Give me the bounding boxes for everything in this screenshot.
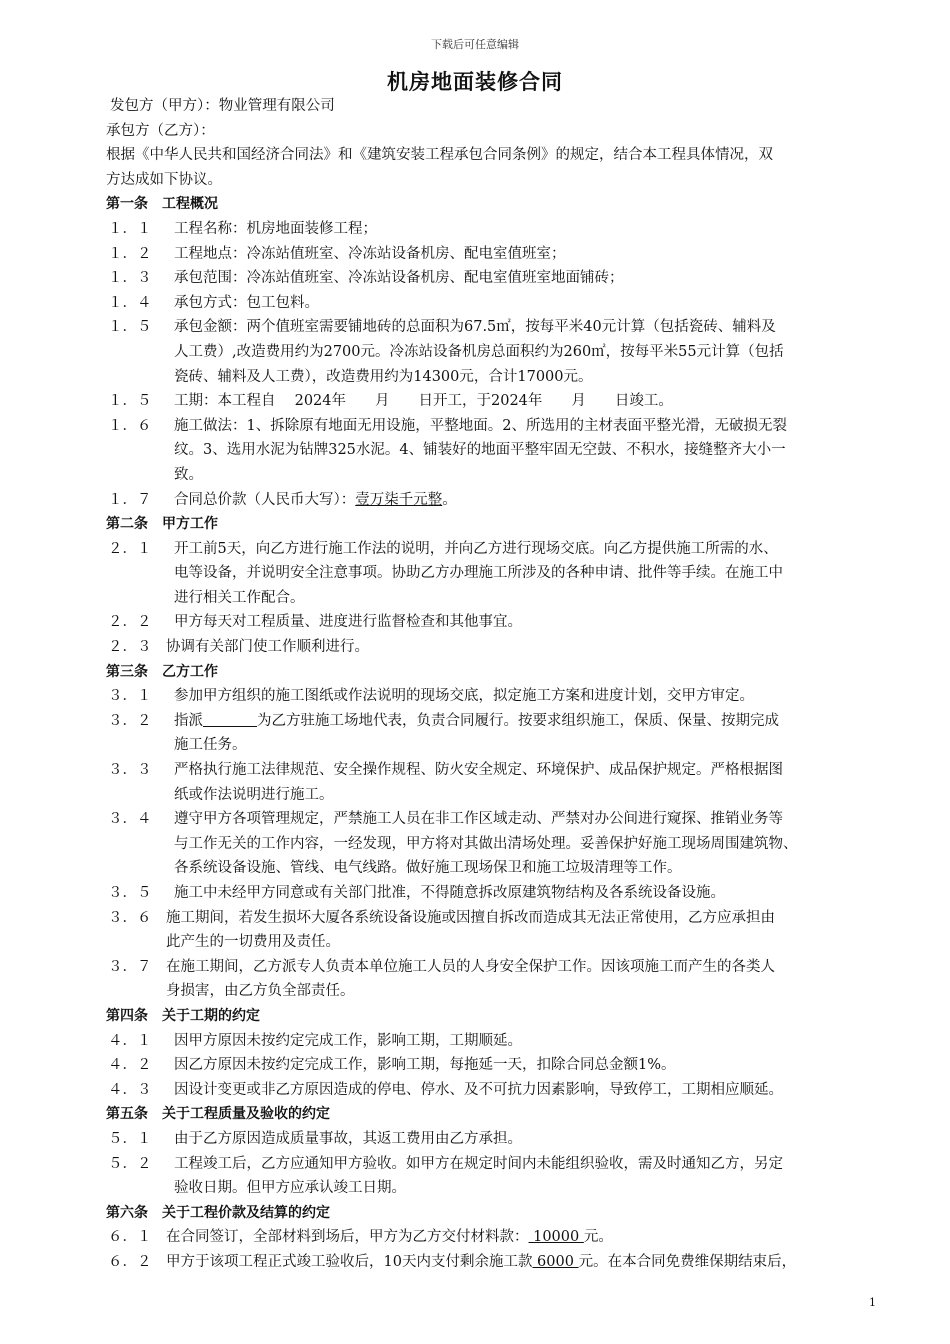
- clause-text-line: 人工费）,改造费用约为2700元。冷冻站设备机房总面积约为260㎡，按每平米55元计算（包括: [174, 343, 784, 360]
- clause-text: [174, 1078, 890, 1103]
- section-heading: 第五条 关于工程质量及验收的约定: [106, 1106, 330, 1123]
- clause-number: ４．２: [108, 1057, 152, 1074]
- clause-item: [106, 1152, 890, 1201]
- clause-text-line: 因甲方原因未按约定完成工作，影响工期，工期顺延。: [174, 1032, 522, 1049]
- clause-text-line: 因设计变更或非乙方原因造成的停电、停水、及不可抗力因素影响，导致停工，工期相应顺延。: [174, 1081, 783, 1098]
- clause-list: [106, 217, 890, 488]
- section-heading: 第四条 关于工期的约定: [106, 1007, 260, 1024]
- clause-text-line: 瓷砖、辅料及人工费），改造费用约为14300元，合计17000元。: [174, 368, 593, 385]
- clause-text-line: 致。: [174, 466, 203, 483]
- clause-number: ２．３: [108, 639, 152, 656]
- clause-text-line: 进行相关工作配合。: [174, 589, 305, 606]
- clause-item: [106, 1029, 890, 1054]
- clause-number: １．４: [108, 294, 152, 311]
- clause-number: １．２: [108, 245, 152, 262]
- clause-number: ６．２: [108, 1253, 152, 1270]
- contract-title: 机房地面装修合同: [387, 69, 563, 94]
- party-b-line: 承包方（乙方）：: [106, 122, 215, 139]
- clause-text-line: 身损害，由乙方负全部责任。: [166, 983, 355, 1000]
- clause-item: [106, 266, 890, 291]
- clause-text-line: 开工前5天，向乙方进行施工作法的说明，并向乙方进行现场交底。向乙方提供施工所需的水、: [174, 540, 778, 557]
- clause-text-line: 与工作无关的工作内容，一经发现，甲方将对其做出清场处理。妥善保护好施工现场周围建筑物、: [174, 835, 798, 852]
- clause-item: [106, 389, 890, 414]
- clause-item: [106, 1225, 890, 1250]
- page-number: 1: [869, 1296, 876, 1309]
- clause-text-line: 施工期间，若发生损坏大厦各系统设备设施或因擅自拆改而造成其无法正常使用，乙方应承担由: [166, 909, 775, 926]
- clause-number: ５．２: [108, 1155, 152, 1172]
- clause-text-line: 纸或作法说明进行施工。: [174, 786, 334, 803]
- clause-item: [106, 881, 890, 906]
- header-note: 下载后可任意编辑: [431, 38, 519, 51]
- clause-item: [106, 635, 890, 660]
- clause-list: [106, 1127, 890, 1201]
- clause-text-line: 遵守甲方各项管理规定，严禁施工人员在非工作区域走动、严禁对办公间进行窥探、推销业务等: [174, 811, 783, 828]
- clause-item: [106, 291, 890, 316]
- representative-blank: [203, 711, 257, 727]
- section-heading: 第一条 工程概况: [106, 196, 218, 213]
- clause-text: [166, 906, 890, 955]
- clause-number: １．５: [108, 393, 152, 410]
- clause-text-line: 严格执行施工法律规范、安全操作规程、防火安全规定、环境保护、成品保护规定。严格根据图: [174, 762, 783, 779]
- clause-text: 参加甲方组织的施工图纸或作法说明的现场交底，拟定施工方案和进度计划，交甲方审定。: [174, 688, 754, 705]
- clause-text-line: 工程名称：机房地面装修工程；: [174, 220, 377, 237]
- clause-text: 在合同签订，全部材料到场后，甲方为乙方交付材料款： 10000 元。: [166, 1229, 613, 1246]
- clause-text-line: 施工中未经甲方同意或有关部门批准，不得随意拆改原建筑物结构及各系统设备设施。: [174, 885, 725, 901]
- total-amount: 壹万柒千元整: [355, 491, 443, 508]
- clause-text: [174, 537, 890, 611]
- intro-line: 根据《中华人民共和国经济合同法》和《建筑安装工程承包合同条例》的规定，结合本工程具体情况，双: [106, 147, 773, 164]
- clause-item: [106, 537, 890, 611]
- clause-number: ２．２: [108, 614, 152, 631]
- clause-number: １．６: [108, 417, 152, 434]
- clause-text: 合同总价款（人民币大写）：壹万柒千元整。: [174, 491, 457, 508]
- clause-text: [174, 881, 890, 906]
- clause-number: ２．１: [108, 540, 152, 557]
- clause-text-line: 在施工期间，乙方派专人负责本单位施工人员的人身安全保护工作。因该项施工而产生的各类人: [166, 958, 775, 975]
- clause-text: [174, 1053, 890, 1078]
- clause-item: [106, 610, 890, 635]
- clause-number: １．３: [108, 270, 152, 287]
- clause-text: 指派 为乙方驻施工场地代表，负责合同履行。按要求组织施工，保质、保量、按期完成 施工任务。: [174, 712, 779, 754]
- clause-text-line: 纹。3、选用水泥为钻牌325水泥。4、铺装好的地面平整牢固无空鼓、不积水，接缝整齐大小一: [174, 442, 786, 459]
- clause-text: [174, 1152, 890, 1201]
- intro-line: 方达成如下协议。: [106, 171, 222, 188]
- clause-text-line: 验收日期。但甲方应承认竣工日期。: [174, 1180, 406, 1197]
- clause-list: [106, 758, 890, 906]
- clause-item: [106, 1078, 890, 1103]
- clause-number: ３．７: [108, 958, 152, 975]
- clause-text: [174, 610, 890, 635]
- clause-number: ３．２: [108, 712, 152, 729]
- clause-text-line: 工期：本工程自 2024年 月 日开工，于2024年 月 日竣工。: [174, 393, 673, 410]
- material-payment-amount: 10000: [528, 1229, 584, 1246]
- clause-text-line: 工程地点：冷冻站值班室、冷冻站设备机房、配电室值班室；: [174, 245, 566, 262]
- clause-text-line: 承包金额：两个值班室需要铺地砖的总面积为67.5㎡，按每平米40元计算（包括瓷砖、辅料及: [174, 319, 776, 336]
- clause-text-line: 承包范围：冷冻站值班室、冷冻站设备机房、配电室值班室地面铺砖；: [174, 270, 624, 287]
- remaining-payment-amount: 6000: [532, 1253, 579, 1270]
- clause-item: [106, 684, 890, 709]
- clause-number: ３．３: [108, 762, 152, 779]
- clause-text-line: 此产生的一切费用及责任。: [166, 934, 340, 951]
- clause-number: ３．１: [108, 688, 152, 705]
- clause-list: [106, 1029, 890, 1103]
- clause-item: [106, 242, 890, 267]
- section-heading: 第二条 甲方工作: [106, 516, 218, 533]
- clause-text: [174, 1029, 890, 1054]
- clause-item: [106, 1250, 890, 1275]
- clause-text-line: 工程竣工后，乙方应通知甲方验收。如甲方在规定时间内未能组织验收，需及时通知乙方，另定: [174, 1155, 783, 1172]
- clause-number: １．１: [108, 220, 152, 237]
- clause-item: [106, 906, 890, 955]
- clause-text: [174, 266, 890, 291]
- clause-text: 协调有关部门使工作顺利进行。: [166, 639, 369, 656]
- clause-number: ３．６: [108, 909, 152, 926]
- clause-number: ３．５: [108, 885, 152, 901]
- clause-text: [174, 807, 890, 881]
- clause-text-line: 因乙方原因未按约定完成工作，影响工期，每拖延一天，扣除合同总金额1%。: [174, 1057, 676, 1074]
- clause-text: [174, 315, 890, 389]
- clause-item: [106, 807, 890, 881]
- clause-number: ５．１: [108, 1130, 152, 1147]
- clause-item: [106, 758, 890, 807]
- clause-number: ４．３: [108, 1081, 152, 1098]
- clause-number: ３．４: [108, 811, 152, 828]
- clause-item: [106, 1053, 890, 1078]
- clause-text: [174, 1127, 890, 1152]
- clause-item: [106, 414, 890, 488]
- party-a-line: 发包方（甲方）：物业管理有限公司: [110, 98, 335, 114]
- clause-text-line: 各系统设备设施、管线、电气线路。做好施工现场保卫和施工垃圾清理等工作。: [174, 860, 682, 877]
- clause-list: [106, 906, 890, 1004]
- clause-text: 甲方于该项工程正式竣工验收后，10天内支付剩余施工款 6000 元。在本合同免费维保期结束后，: [166, 1253, 797, 1270]
- clause-item: [106, 709, 890, 758]
- clause-item: [106, 488, 890, 513]
- clause-text: [166, 955, 890, 1004]
- clause-text: [174, 242, 890, 267]
- clause-number: １．７: [108, 491, 152, 508]
- clause-item: [106, 315, 890, 389]
- clause-number: ６．１: [108, 1229, 152, 1246]
- section-heading: 第三条 乙方工作: [106, 663, 218, 680]
- clause-text-line: 施工做法：1、拆除原有地面无用设施，平整地面。2、所选用的主材表面平整光滑，无破损无裂: [174, 417, 787, 434]
- clause-text: [174, 291, 890, 316]
- clause-number: １．５: [108, 319, 152, 336]
- clause-text: [174, 217, 890, 242]
- clause-item: [106, 217, 890, 242]
- clause-item: [106, 955, 890, 1004]
- clause-item: [106, 1127, 890, 1152]
- clause-list: [106, 537, 890, 635]
- clause-number: ４．１: [108, 1032, 152, 1049]
- contract-body: [106, 94, 890, 1275]
- clause-text-line: 甲方每天对工程质量、进度进行监督检查和其他事宜。: [174, 614, 522, 631]
- clause-text-line: 电等设备，并说明安全注意事项。协助乙方办理施工所涉及的各种申请、批件等手续。在施工中: [174, 565, 783, 582]
- section-heading: 第六条 关于工程价款及结算的约定: [106, 1204, 330, 1221]
- clause-text: [174, 389, 890, 414]
- clause-text-line: 承包方式：包工包料。: [174, 294, 319, 311]
- clause-text: [174, 414, 890, 488]
- clause-text-line: 由于乙方原因造成质量事故，其返工费用由乙方承担。: [174, 1130, 522, 1147]
- clause-text: [174, 758, 890, 807]
